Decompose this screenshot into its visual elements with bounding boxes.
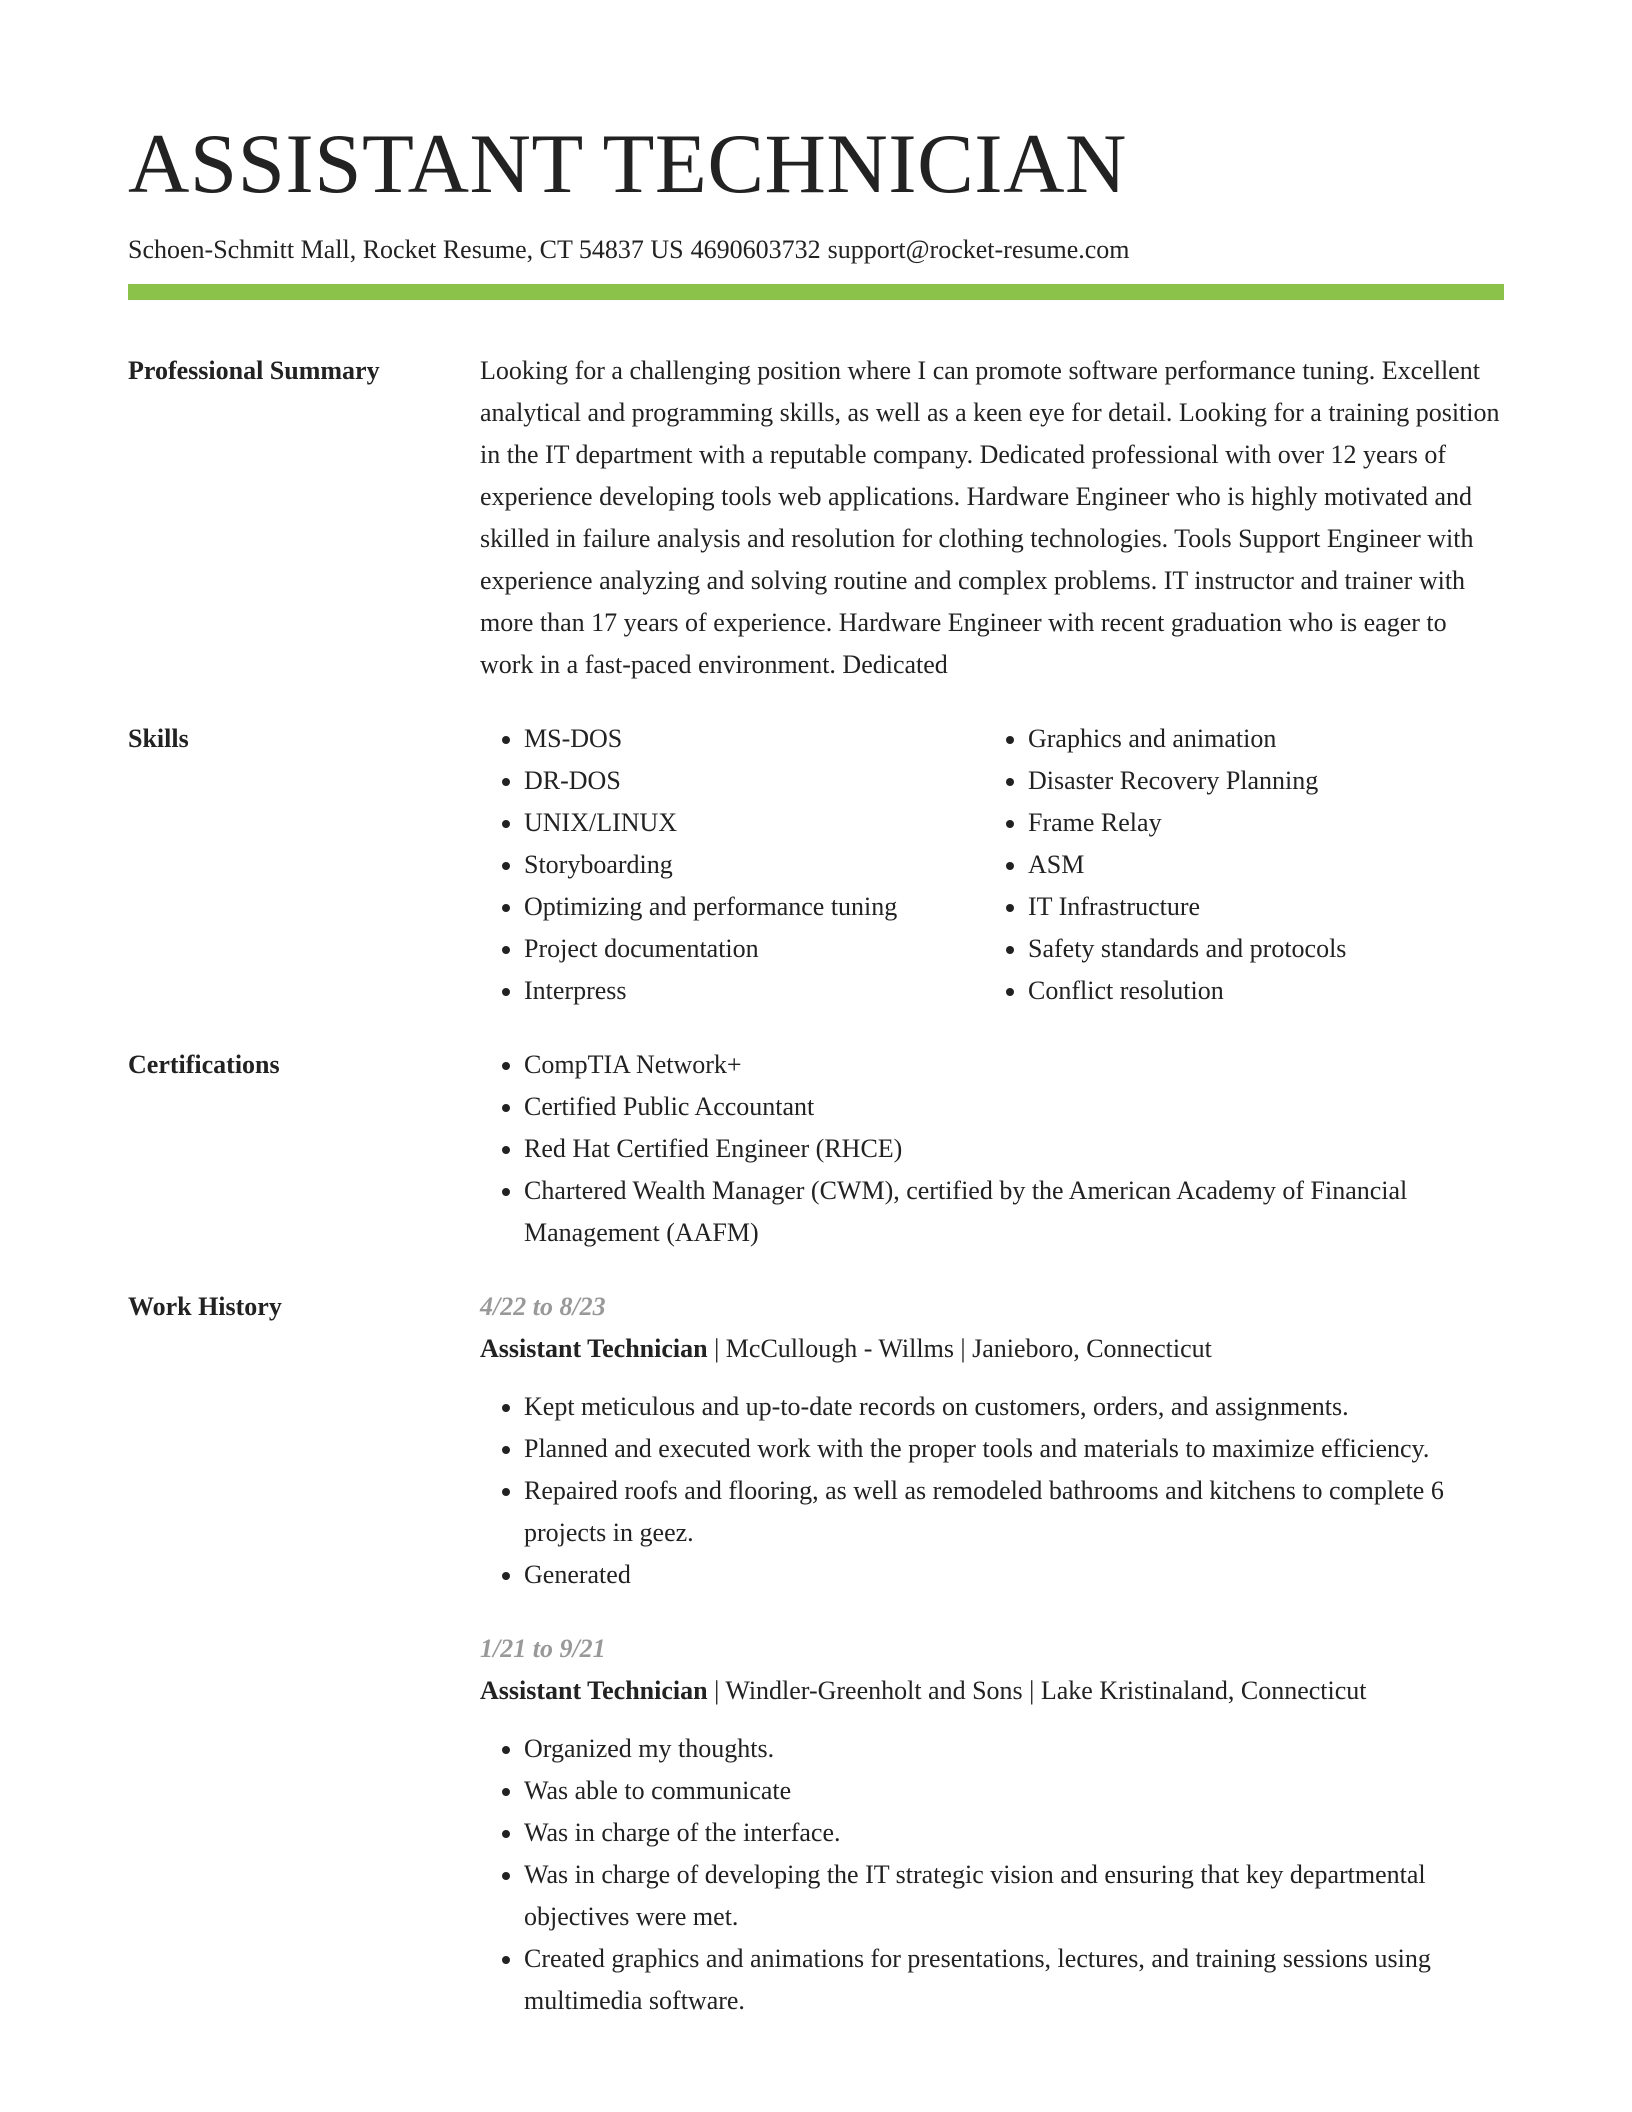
job-bullet: • Organized my thoughts. <box>524 1728 1504 1770</box>
job-bullets <box>480 1386 1504 1596</box>
contact-address: Schoen-Schmitt Mall, Rocket Resume, CT 54837 US <box>128 235 684 264</box>
skill-item: • MS-DOS <box>524 718 984 760</box>
job-title: Assistant Technician <box>480 1334 708 1364</box>
skills-section <box>128 718 1504 1012</box>
skill-item: • Graphics and animation <box>1028 718 1504 760</box>
header-divider <box>128 284 1504 300</box>
section-title: Skills <box>128 724 189 754</box>
skill-item: • Project documentation <box>524 928 984 970</box>
candidate-name: ASSISTANT TECHNICIAN <box>128 117 1127 211</box>
skill-item: • UNIX/LINUX <box>524 802 984 844</box>
work-history-section <box>128 1286 1504 2022</box>
section-title: Professional Summary <box>128 356 380 386</box>
certifications-section <box>128 1044 1504 1254</box>
summary-text: Looking for a challenging position where I can promote software performance tuning. Excellent analytical and programming skills, as well as a keen eye for detail. Looking for a training position in the IT department with a reputable company. Dedicated professional with over 12 years of experience developing tools web applications. Hardware Engineer who is highly motivated and skilled in failure analysis and resolution for clothing technologies. Tools Support Engineer with experience analyzing and solving routine and complex problems. IT instructor and trainer with more than 17 years of experience. Hardware Engineer with recent graduation who is eager to work in a fast-paced environment. Dedicated <box>480 356 1500 680</box>
skills-column-right <box>984 718 1504 1012</box>
job-details: | Windler-Greenholt and Sons | Lake Kristinaland, Connecticut <box>707 1676 1367 1706</box>
job-bullet: • Created graphics and animations for presentations, lectures, and training sessions using multimedia software. <box>524 1938 1504 2022</box>
section-title: Work History <box>128 1292 282 1322</box>
professional-summary-section <box>128 350 1504 686</box>
certification-item: • Red Hat Certified Engineer (RHCE) <box>524 1128 1504 1170</box>
certification-item: • Certified Public Accountant <box>524 1086 1504 1128</box>
skills-column-left <box>480 718 984 1012</box>
job-heading <box>480 1328 1504 1370</box>
job-entry <box>480 1286 1504 1596</box>
job-dates: 4/22 to 8/23 <box>480 1292 606 1322</box>
job-bullet: • Was able to communicate <box>524 1770 1504 1812</box>
job-bullet: • Was in charge of the interface. <box>524 1812 1504 1854</box>
resume-header <box>128 0 1504 300</box>
contact-phone: 4690603732 <box>690 235 821 264</box>
skill-item: • ASM <box>1028 844 1504 886</box>
job-bullet: • Repaired roofs and flooring, as well as remodeled bathrooms and kitchens to complete 6 projects in geez. <box>524 1470 1504 1554</box>
job-bullet: • Kept meticulous and up-to-date records on customers, orders, and assignments. <box>524 1386 1504 1428</box>
certification-item: • Chartered Wealth Manager (CWM), certified by the American Academy of Financial Management (AAFM) <box>524 1170 1504 1254</box>
skill-item: • Optimizing and performance tuning <box>524 886 984 928</box>
skill-item: • Storyboarding <box>524 844 984 886</box>
skill-item: • Frame Relay <box>1028 802 1504 844</box>
certification-item: • CompTIA Network+ <box>524 1044 1504 1086</box>
skills-list-right <box>984 718 1504 1012</box>
skill-item: • Interpress <box>524 970 984 1012</box>
certifications-list <box>480 1044 1504 1254</box>
job-bullet: • Generated <box>524 1554 1504 1596</box>
skill-item: • DR-DOS <box>524 760 984 802</box>
job-title: Assistant Technician <box>480 1676 708 1706</box>
section-body <box>480 1044 1504 1254</box>
job-heading <box>480 1670 1504 1712</box>
skill-item: • Conflict resolution <box>1028 970 1504 1012</box>
job-bullets <box>480 1728 1504 2022</box>
job-dates: 1/21 to 9/21 <box>480 1634 606 1664</box>
job-details: | McCullough - Willms | Janieboro, Connecticut <box>707 1334 1212 1364</box>
job-entry <box>480 1628 1504 2022</box>
skill-item: • Safety standards and protocols <box>1028 928 1504 970</box>
section-title: Certifications <box>128 1050 280 1080</box>
skill-item: • IT Infrastructure <box>1028 886 1504 928</box>
section-body <box>480 350 1504 686</box>
job-bullet: • Planned and executed work with the proper tools and materials to maximize efficiency. <box>524 1428 1504 1470</box>
contact-email: support@rocket-resume.com <box>827 235 1130 264</box>
skills-list-left <box>480 718 984 1012</box>
skill-item: • Disaster Recovery Planning <box>1028 760 1504 802</box>
section-body <box>480 1286 1504 2022</box>
contact-line <box>128 234 1504 265</box>
job-bullet: • Was in charge of developing the IT strategic vision and ensuring that key departmental objectives were met. <box>524 1854 1504 1938</box>
skills-columns <box>480 718 1504 1012</box>
